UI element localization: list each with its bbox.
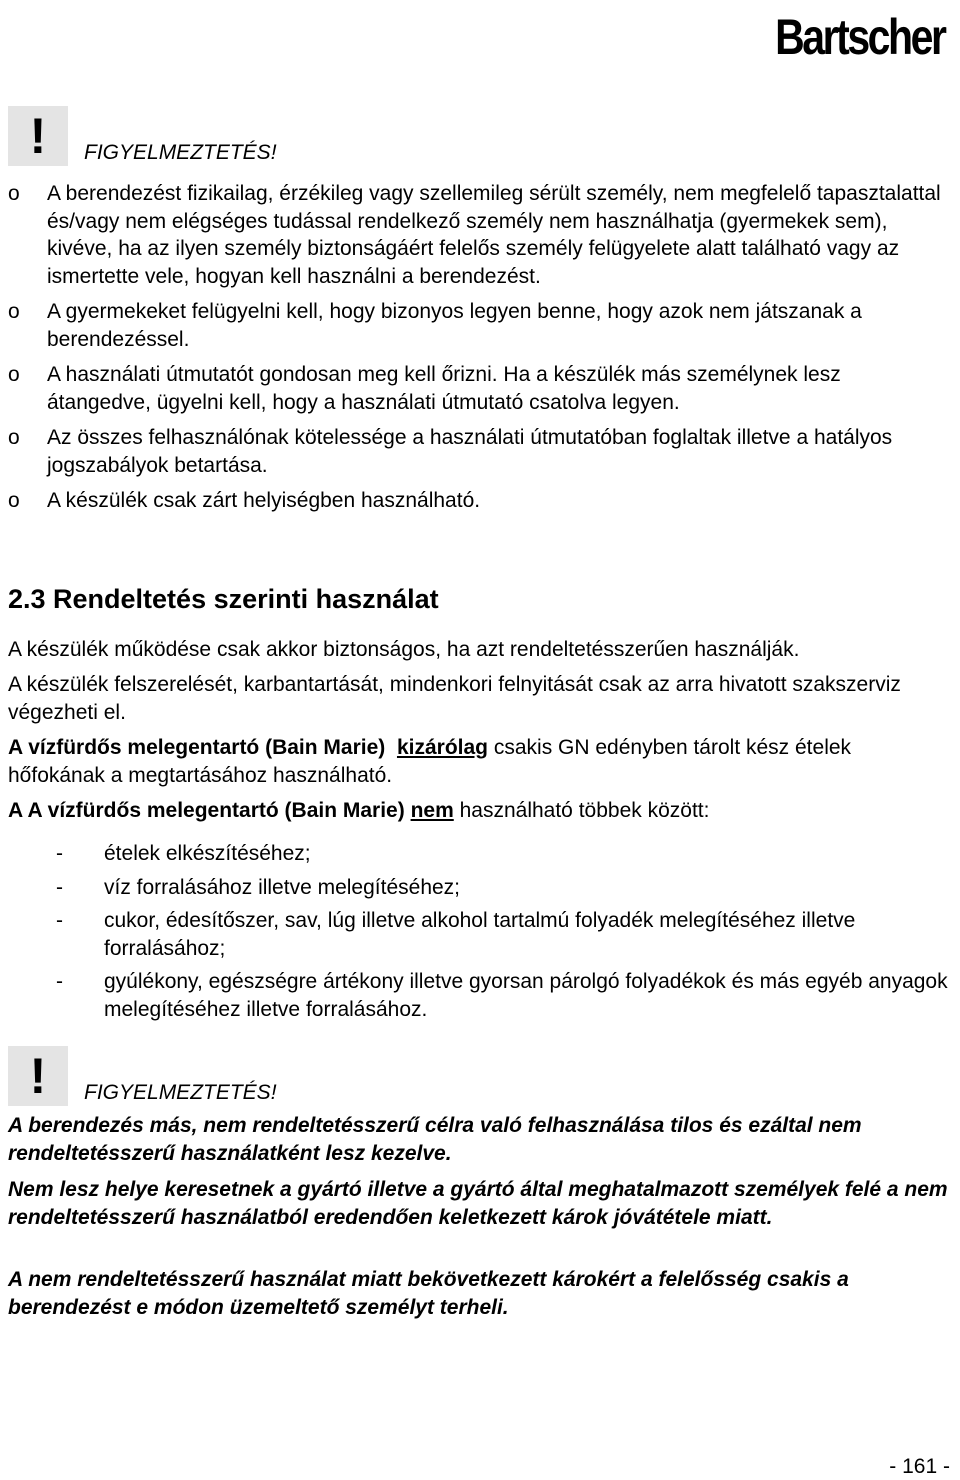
paragraph-text: használható többek között:	[459, 799, 710, 822]
list-item	[8, 968, 948, 1023]
section-heading: 2.3 Rendeltetés szerinti használat	[8, 584, 439, 614]
list-item	[8, 840, 948, 868]
paragraph-text: csakis GN edényben tárolt kész ételek hőfokának a megtartásához használható.	[8, 736, 852, 787]
warning-text: A berendezés más, nem rendeltetésszerű célra való felhasználása tilos és ezáltal nem rendeltetésszerű használatként lesz kezelve.	[8, 1114, 862, 1165]
list-item-text: víz forralásához illetve melegítéséhez;	[104, 875, 461, 899]
bullet-mark: o	[8, 489, 20, 512]
bullet-mark: o	[8, 300, 20, 323]
bullet-mark: o	[8, 363, 20, 386]
warning-text: Nem lesz helye keresetnek a gyártó illetve a gyártó által meghatalmazott személyek felé a nem rendeltetésszerű használatból eredendően keletkezett károk jóvátétele miatt.	[8, 1178, 948, 1229]
bold-text: A A vízfürdős melegentartó (Bain Marie)	[8, 799, 405, 822]
dash-mark: -	[56, 970, 63, 993]
list-item	[8, 874, 948, 902]
warning-text: A nem rendeltetésszerű használat miatt bekövetkezett károkért a felelősség csakis a berendezést e módon üzemeltető személyt terheli.	[8, 1268, 849, 1319]
list-item	[8, 180, 948, 290]
prohibited-use-list	[8, 840, 948, 1029]
warning-icon: !	[8, 1046, 68, 1106]
bullet-mark: o	[8, 426, 20, 449]
warning-bullet-list	[8, 180, 948, 523]
underlined-text: kizárólag	[396, 736, 489, 759]
warning-title: FIGYELMEZTETÉS!	[84, 1081, 277, 1104]
list-item-text: gyúlékony, egészségre ártékony illetve gyorsan párolgó folyadékok és más egyéb anyagok melegítéséhez illetve forralásához.	[104, 970, 948, 1021]
paragraph-safety: A készülék működése csak akkor biztonságos, ha azt rendeltetésszerűen használják.	[8, 638, 800, 661]
list-item	[8, 487, 948, 515]
underlined-text: nem	[410, 799, 454, 822]
list-item	[8, 298, 948, 353]
list-item-text: cukor, édesítőszer, sav, lúg illetve alkohol tartalmú folyadék melegítéséhez illetve forralásához;	[104, 909, 856, 960]
warning-title: FIGYELMEZTETÉS!	[84, 141, 277, 164]
list-item	[8, 424, 948, 479]
paragraph-intended-use	[8, 734, 948, 789]
page-number: - 161 -	[889, 1455, 950, 1478]
list-item-text: A gyermekeket felügyelni kell, hogy bizonyos legyen benne, hogy azok nem játszanak a berendezéssel.	[47, 300, 862, 351]
list-item	[8, 361, 948, 416]
list-item-text: A használati útmutatót gondosan meg kell őrizni. Ha a készülék más személynek lesz átangedve, ügyelni kell, hogy a használati útmutató csatolva legyen.	[47, 363, 841, 414]
list-item-text: A berendezést fizikailag, érzékileg vagy szellemileg sérült személy, nem megfelelő tapasztalattal és/vagy nem elégséges tudással rendelkező személy nem használhatja (gyermekek sem), kivéve, ha az ilyen személy biztonságáért felelős személy felügyelete alatt található vagy az ismertette vele, hogyan kell használni a berendezést.	[47, 182, 941, 288]
list-item-text: ételek elkészítéséhez;	[104, 842, 311, 865]
bold-text: A vízfürdős melegentartó (Bain Marie)	[8, 736, 386, 759]
dash-mark: -	[56, 875, 63, 899]
dash-mark: -	[56, 909, 63, 932]
paragraph-service: A készülék felszerelését, karbantartását, mindenkori felnyitását csak az arra hivatott szakszerviz végezheti el.	[8, 673, 901, 724]
bullet-mark: o	[8, 182, 20, 205]
list-item	[8, 907, 948, 962]
dash-mark: -	[56, 842, 63, 865]
warning-icon: !	[8, 106, 68, 166]
list-item-text: Az összes felhasználónak kötelessége a használati útmutatóban foglaltak illetve a hatályos jogszabályok betartása.	[47, 426, 893, 477]
paragraph-not-intended	[8, 797, 948, 825]
list-item-text: A készülék csak zárt helyiségben használható.	[47, 489, 481, 512]
brand-logo: Bartscher	[774, 9, 944, 65]
